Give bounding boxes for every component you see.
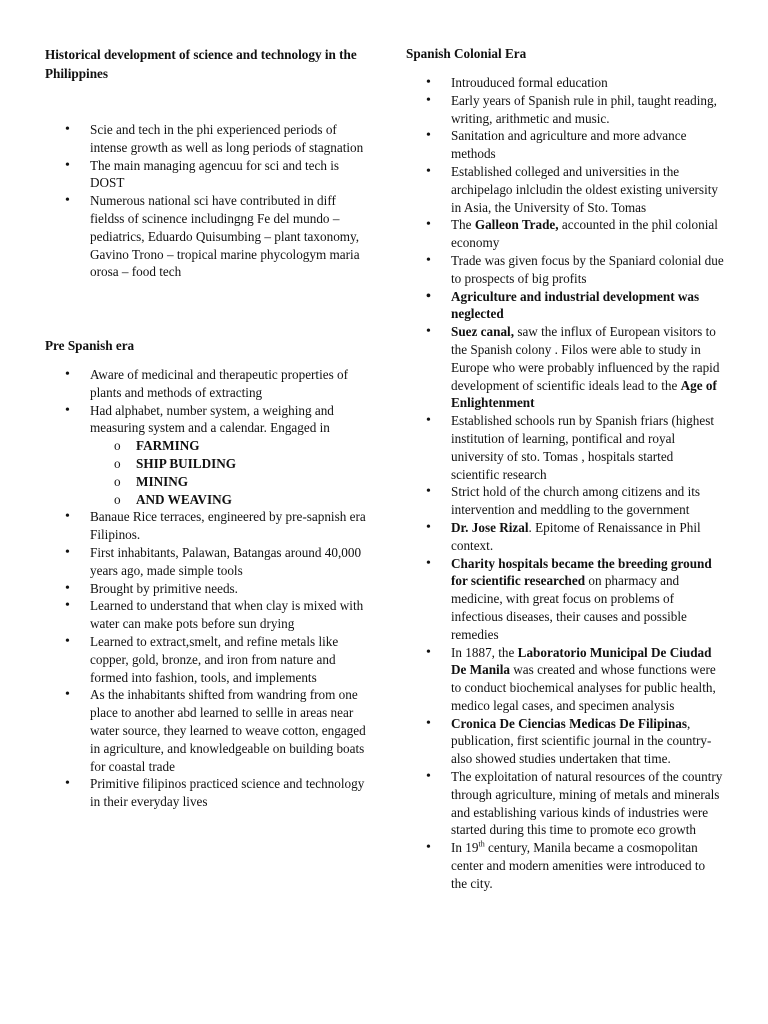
list-item: • Brought by primitive needs. [45,580,367,598]
spanish-era-heading: Spanish Colonial Era [406,46,527,61]
list-item: • Learned to extract,smelt, and refine metals like copper, gold, bronze, and iron from nature and formed into fashion, tools, and implements [45,633,367,686]
list-item: • Strict hold of the church among citizens and its intervention and meddling to the government [406,483,724,519]
list-item [406,555,724,644]
text-run: on pharmacy and medicine, with great focus on problems of infectious diseases, their causes and possible remedies [451,573,687,642]
text-run: . Epitome of Renaissance in Phil context. [451,519,701,553]
list-item: • As the inhabitants shifted from wandring from one place to another abd learned to sellle in areas near water source, they learned to weave cotton, engaged in agriculture, and knowledgeable on building boats for coastal trade [45,686,367,775]
list-item: • First inhabitants, Palawan, Batangas around 40,000 years ago, made simple tools [45,544,367,580]
list-item: • Learned to understand that when clay is mixed with water can make pots before sun drying [45,597,367,633]
pre-spanish-heading: Pre Spanish era [45,338,135,353]
activities-sublist [90,437,367,508]
intro-list [45,121,367,281]
sublist-item: o AND WEAVING [90,491,367,509]
pre-spanish-list [45,366,367,811]
list-item: • Scie and tech in the phi experienced periods of intense growth as well as long periods of stagnation [45,121,367,157]
list-item-text: Had alphabet, number system, a weighing and measuring system and a calendar. Engaged in [90,402,334,436]
text-run: saw the influx of European visitors to the Spanish colony . Filos were able to study in Europe who were probably influenced by the rapid development of scientific ideals lead to the [451,324,720,393]
list-item: • Aware of medicinal and therapeutic properties of plants and methods of extracting [45,366,367,402]
bold-term: Dr. Jose Rizal [451,519,529,535]
list-item: • Primitive filipinos practiced science and technology in their everyday lives [45,775,367,811]
text-run: accounted in the phil colonial economy [451,217,718,251]
text-run: , publication, first scientific journal in the country- also showed studies undertaken that time. [451,715,712,767]
text-run: was created and whose functions were to conduct biochemical analyses for public health, medico legal cases, and specimen analysis [451,662,716,713]
list-item: • Sanitation and agriculture and more advance methods [406,127,724,163]
list-item [406,839,724,892]
list-item [45,402,367,509]
text-run: In 19 [451,840,479,856]
list-item: • Established schools run by Spanish friars (highest institution of learning, pontifical and royal university of sto. Tomas , hospitals started scientific research [406,412,724,483]
list-item: • Early years of Spanish rule in phil, taught reading, writing, arithmetic and music. [406,92,724,128]
list-item: • Banaue Rice terraces, engineered by pre-sapnish era Filipinos. [45,508,367,544]
list-item [406,644,724,715]
list-item [406,519,724,555]
list-item: • The exploitation of natural resources of the country through agriculture, mining of metals and minerals and establishing various kinds of industries were started during this time to promote eco growth [406,768,724,839]
list-item: • Numerous national sci have contributed in diff fieldss of scinence includingng Fe del mundo – pediatrics, Eduardo Quisumbing – plant taxonomy, Gavino Trono – tropical marine phycologym maria orosa – food tech [45,192,367,281]
bold-term: Suez canal, [451,324,515,340]
list-item: • Agriculture and industrial development was neglected [406,288,724,324]
list-item [406,323,724,412]
bold-term: Age of Enlightenment [451,377,717,411]
spanish-era-list [406,74,724,893]
list-item [406,715,724,768]
list-item [406,216,724,252]
text-run: In 1887, the [451,644,518,660]
sublist-item: o MINING [90,473,367,491]
bold-term: Charity hospitals became the breeding ground for scientific researched [451,555,712,589]
superscript: th [478,839,485,849]
document-title: Historical development of science and technology in the Philippines [45,47,357,81]
list-item: • The main managing agencuu for sci and tech is DOST [45,157,367,193]
bold-term: Galleon Trade, [474,217,559,233]
bold-term: Cronica De Ciencias Medicas De Filipinas [451,715,688,731]
list-item: • Trade was given focus by the Spaniard colonial due to prospects of big profits [406,252,724,288]
sublist-item: o SHIP BUILDING [90,455,367,473]
list-item: • Introuduced formal education [406,74,724,92]
list-item: • Established colleged and universities in the archipelago inlcludin the oldest existing university in Asia, the University of Sto. Tomas [406,163,724,216]
sublist-item: o FARMING [90,437,367,455]
bold-term: Laboratorio Municipal De Ciudad De Manila [451,644,712,678]
text-run: The [451,217,475,233]
text-run: century, Manila became a cosmopolitan center and modern amenities were introduced to the city. [451,840,706,891]
